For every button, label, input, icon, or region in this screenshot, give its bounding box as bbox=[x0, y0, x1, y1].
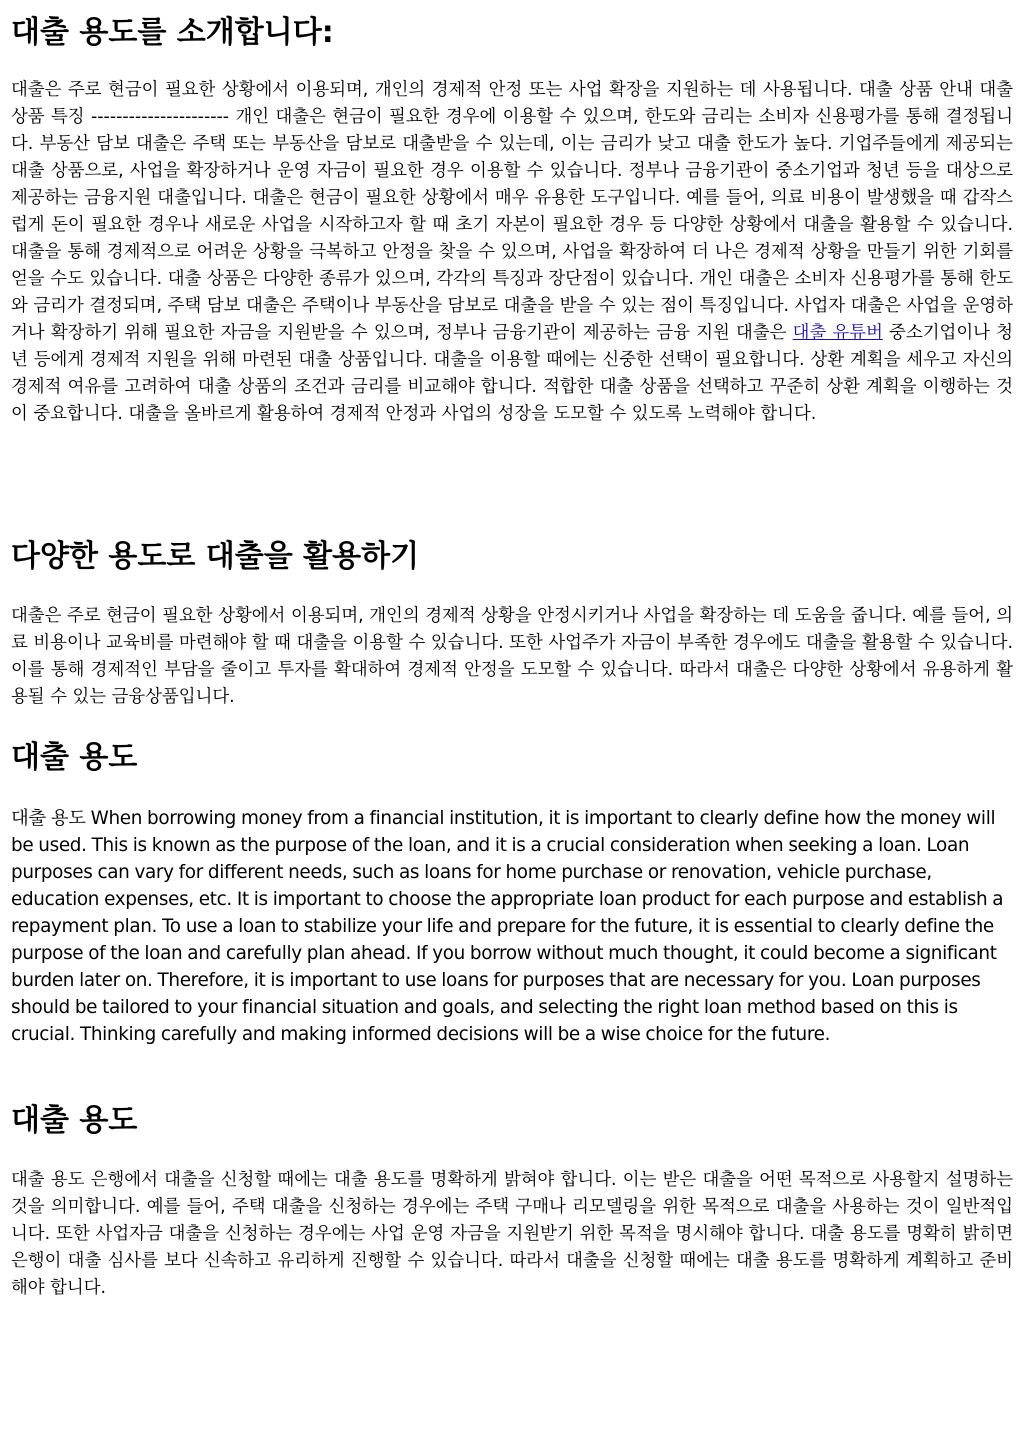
section-title-loan-purpose-ko: 대출 용도 bbox=[11, 1103, 138, 1138]
section-title-intro: 대출 용도를 소개합니다: bbox=[11, 15, 334, 50]
section-body-intro bbox=[11, 77, 1013, 428]
section-title-various-uses: 다양한 용도로 대출을 활용하기 bbox=[11, 539, 420, 574]
intro-text-part1: 대출은 주로 현금이 필요한 상황에서 이용되며, 개인의 경제적 안정 또는 사업 확장을 지원하는 데 사용됩니다. 대출 상품 안내 대출 상품 특징 ---------------------- 개인 대출은 현금이 필요한 경우에 이용할 수 있으며, 한도와 금리는 소비자 신용평가를 통해 결정됩니다. 부동산 담보 대출은 주택 또는 부동산을 담보로 대출받을 수 있는데, 이는 금리가 낮고 대출 한도가 높다. 기업주들에게 제공되는 대출 상품으로, 사업을 확장하거나 운영 자금이 필요한 경우 이용할 수 있습니다. 정부나 금융기관이 중소기업과 청년 등을 대상으로 제공하는 금융지원 대출입니다. 대출은 현금이 필요한 상황에서 매우 유용한 도구입니다. 예를 들어, 의료 비용이 발생했을 때 갑작스럽게 돈이 필요한 경우나 새로운 사업을 시작하고자 할 때 초기 자본이 필요한 경우 등 다양한 상황에서 대출을 활용할 수 있습니다. 대출을 통해 경제적으로 어려운 상황을 극복하고 안정을 찾을 수 있으며, 사업을 확장하여 더 나은 경제적 상황을 만들기 위한 기회를 얻을 수도 있습니다. 대출 상품은 다양한 종류가 있으며, 각각의 특징과 장단점이 있습니다. 개인 대출은 소비자 신용평가를 통해 한도와 금리가 결정되며, 주택 담보 대출은 주택이나 부동산을 담보로 대출을 받을 수 있는 점이 특징입니다. 사업자 대출은 사업을 운영하거나 확장하기 위해 필요한 자금을 지원받을 수 있으며, 정부나 금융기관이 제공하는 금융 지원 대출은 bbox=[11, 80, 1013, 343]
section-body-loan-purpose-en: 대출 용도 When borrowing money from a financial institution, it is important to clearly define how the money will be used. This is known as the purpose of the loan, and it is a crucial consideration when seeking a loan. Loan purposes can vary for different needs, such as loans for home purchase or renovation, vehicle purchase, education expenses, etc. It is important to choose the appropriate loan product for each purpose and establish a repayment plan. To use a loan to stabilize your life and prepare for the future, it is essential to clearly define the purpose of the loan and carefully plan ahead. If you borrow without much thought, it could become a significant burden later on. Therefore, it is important to use loans for purposes that are necessary for you. Loan purposes should be tailored to your financial situation and goals, and selecting the right loan method based on this is crucial. Thinking carefully and making informed decisions will be a wise choice for the future. bbox=[11, 808, 1004, 1045]
section-body-various-uses: 대출은 주로 현금이 필요한 상황에서 이용되며, 개인의 경제적 상황을 안정시키거나 사업을 확장하는 데 도움을 줍니다. 예를 들어, 의료 비용이나 교육비를 마련해야 할 때 대출을 이용할 수 있습니다. 또한 사업주가 자금이 부족한 경우에도 대출을 활용할 수 있습니다. 이를 통해 경제적인 부담을 줄이고 투자를 확대하여 경제적 안정을 도모할 수 있습니다. 따라서 대출은 다양한 상황에서 유용하게 활용될 수 있는 금융상품입니다. bbox=[11, 606, 1013, 707]
section-body-loan-purpose-ko: 대출 용도 은행에서 대출을 신청할 때에는 대출 용도를 명확하게 밝혀야 합니다. 이는 받은 대출을 어떤 목적으로 사용할지 설명하는 것을 의미합니다. 예를 들어, 주택 대출을 신청하는 경우에는 주택 구매나 리모델링을 위한 목적으로 대출을 사용하는 것이 일반적입니다. 또한 사업자금 대출을 신청하는 경우에는 사업 운영 자금을 지원받기 위한 목적을 명시해야 합니다. 대출 용도를 명확히 밝히면 은행이 대출 심사를 보다 신속하고 유리하게 진행할 수 있습니다. 따라서 대출을 신청할 때에는 대출 용도를 명확하게 계획하고 준비해야 합니다. bbox=[11, 1170, 1013, 1298]
intro-text-part2: 중소기업이나 청년 등에게 경제적 지원을 위해 마련된 대출 상품입니다. 대출을 이용할 때에는 신중한 선택이 필요합니다. 상환 계획을 세우고 자신의 경제적 여유를 고려하여 대출 상품의 조건과 금리를 비교해야 합니다. 적합한 대출 상품을 선택하고 꾸준히 상환 계획을 이행하는 것이 중요합니다. 대출을 올바르게 활용하여 경제적 안정과 사업의 성장을 도모할 수 있도록 노력해야 합니다. bbox=[11, 323, 1013, 424]
section-title-loan-purpose-en: 대출 용도 bbox=[11, 740, 138, 775]
loan-youtuber-link[interactable]: 대출 유튜버 bbox=[792, 323, 883, 343]
